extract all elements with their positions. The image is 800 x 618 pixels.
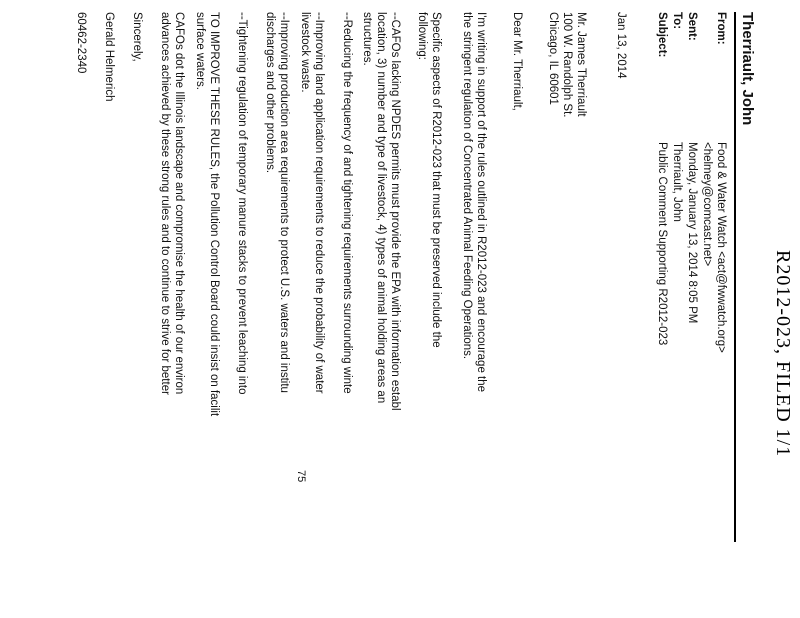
paragraph-2-line-1: Specific aspects of R2012-023 that must be preserved include the	[430, 12, 442, 348]
paragraph-3-line-3: structures.	[361, 12, 373, 66]
paragraph-1-line-1: I'm writing in support of the rules outlined in R2012-023 and encourage the	[475, 12, 487, 393]
paragraph-8-line-1: TO IMPROVE THESE RULES, the Pollution Control Board could insist on facilit	[208, 12, 220, 417]
salutation: Dear Mr. Therriault,	[511, 12, 523, 111]
from-row	[714, 12, 728, 353]
paragraph-6-line-2: discharges and other problems.	[264, 12, 276, 174]
subject-value: Public Comment Supporting R2012-023	[656, 142, 668, 346]
paragraph-9-line-2: advances achieved by these strong rules and to continue to strive for better	[159, 12, 171, 395]
signer-phone: 60462-2340	[75, 12, 87, 74]
address-line-2: 100 W. Randolph St.	[561, 12, 573, 118]
paragraph-1-line-2: the stringent regulation of Concentrated Animal Feeding Operations.	[461, 12, 473, 360]
paragraph-5-line-1: --Improving land application requirements to reduce the probability of water	[313, 12, 325, 394]
paragraph-5-line-2: livestock waste.	[299, 12, 311, 93]
subject-row	[655, 12, 669, 345]
from-label: From:	[715, 12, 727, 45]
sender-name: Therriault, John	[739, 12, 756, 126]
subject-label: Subject:	[656, 12, 668, 58]
from-row-continued	[700, 12, 714, 266]
to-row	[670, 12, 684, 222]
address-line-1: Mr. James Therriault	[575, 12, 587, 117]
header-divider	[734, 12, 736, 542]
paragraph-3-line-2: location, 3) number and type of livestock, 4) types of animal holding areas an	[375, 12, 387, 404]
to-value: Therriault, John	[671, 142, 683, 222]
closing: Sincerely,	[131, 12, 143, 62]
paragraph-7-line-1: --Tightening regulation of temporary manure stacks to prevent leaching into	[236, 12, 248, 395]
from-value: Food & Water Watch <act@fwwatch.org>	[715, 142, 727, 353]
filing-stamp: R2012-023, FILED 1/1	[772, 250, 794, 458]
sent-value: Monday, January 13, 2014 8:05 PM	[686, 142, 698, 324]
from-email: <helmey@comcast.net>	[701, 142, 713, 267]
paragraph-6-line-1: --Improving production area requirements to protect U.S. waters and institu	[278, 12, 290, 393]
to-label: To:	[671, 12, 683, 30]
paragraph-3-line-1: --CAFOs lacking NPDES permits must provide the EPA with information establ	[389, 12, 401, 411]
signer-name: Gerald Helmerich	[103, 12, 115, 102]
paragraph-2-line-2: following:	[416, 12, 428, 60]
sent-row	[685, 12, 699, 323]
address-line-3: Chicago, IL 60601	[547, 12, 559, 105]
paragraph-9-line-1: CAFOs dot the Illinois landscape and compromise the health of our environ	[173, 12, 185, 395]
letter-date: Jan 13, 2014	[615, 12, 627, 79]
page-number: 75	[295, 470, 307, 483]
paragraph-8-line-2: surface waters.	[194, 12, 206, 90]
paragraph-4-line-1: --Reducing the frequency of and tightening requirements surrounding winte	[341, 12, 353, 394]
sent-label: Sent:	[686, 12, 698, 41]
